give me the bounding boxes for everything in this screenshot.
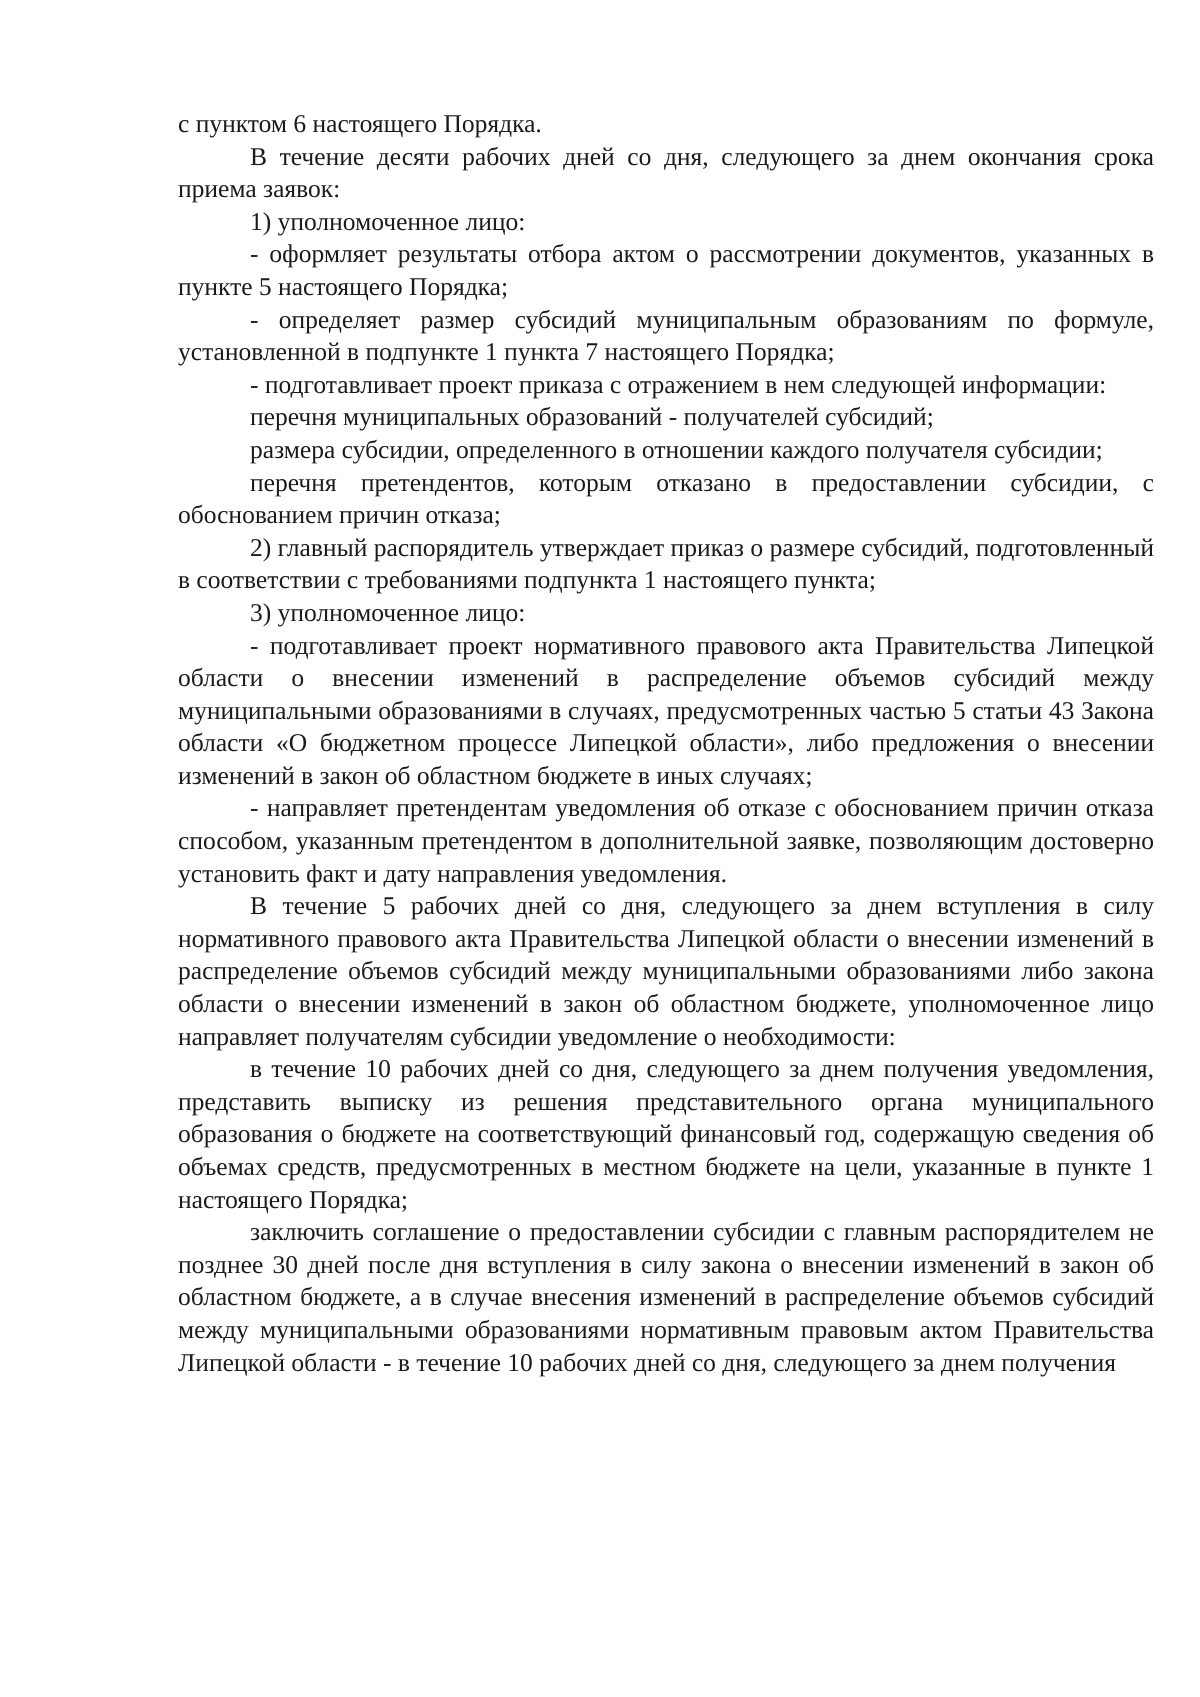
document-body	[178, 108, 1154, 1379]
paragraph-list-recipients: перечня муниципальных образований - получателей субсидий;	[250, 402, 934, 432]
paragraph-list-refused: перечня претендентов, которым отказано в предоставлении субсидии, с обоснованием причин отказа;	[178, 467, 1154, 530]
paragraph-item-1: 1) уполномоченное лицо:	[250, 206, 526, 236]
paragraph-five-days: В течение 5 рабочих дней со дня, следующего за днем вступления в силу нормативного правового акта Правительства Липецкой области о внесении изменений в распределение объемов субсидий между муниципальными образованиями либо закона области о внесении изменений в закон об областном бюджете, уполномоченное лицо направляет получателям субсидии уведомление о необходимости:	[178, 891, 1154, 1051]
paragraph-bullet-draft-act: - подготавливает проект нормативного правового акта Правительства Липецкой области о внесении изменений в распределение объемов субсидий между муниципальными образованиями в случаях, предусмотренных частью 5 статьи 43 Закона области «О бюджетном процессе Липецкой области», либо предложения о внесении изменений в закон об областном бюджете в иных случаях;	[178, 630, 1154, 790]
paragraph-continuation: с пунктом 6 настоящего Порядка.	[178, 109, 542, 138]
paragraph-deadline-intro: В течение десяти рабочих дней со дня, следующего за днем окончания срока приема заявок:	[178, 141, 1154, 204]
paragraph-item-3: 3) уполномоченное лицо:	[250, 597, 526, 627]
paragraph-item-2: 2) главный распорядитель утверждает приказ о размере субсидий, подготовленный в соответствии с требованиями подпункта 1 настоящего пункта;	[178, 532, 1154, 595]
paragraph-bullet-results: - оформляет результаты отбора актом о рассмотрении документов, указанных в пункте 5 настоящего Порядка;	[178, 239, 1154, 301]
paragraph-agreement: заключить соглашение о предоставлении субсидии с главным распорядителем не позднее 30 дней после дня вступления в силу закона о внесении изменений в закон об областном бюджете, а в случае внесения изменений в распределение объемов субсидий между муниципальными образованиями нормативным правовым актом Правительства Липецкой области - в течение 10 рабочих дней со дня, следующего за днем получения	[178, 1217, 1154, 1377]
paragraph-list-amount: размера субсидии, определенного в отношении каждого получателя субсидии;	[250, 434, 1103, 464]
paragraph-bullet-size: - определяет размер субсидий муниципальным образованиям по формуле, установленной в подпункте 1 пункта 7 настоящего Порядка;	[178, 304, 1154, 367]
paragraph-ten-days-extract: в течение 10 рабочих дней со дня, следующего за днем получения уведомления, представить выписку из решения представительного органа муниципального образования о бюджете на соответствующий финансовый год, содержащую сведения об объемах средств, предусмотренных в местном бюджете на цели, указанные в пункте 1 настоящего Порядка;	[178, 1054, 1154, 1214]
paragraph-bullet-draft-order: - подготавливает проект приказа с отражением в нем следующей информации:	[250, 369, 1107, 399]
paragraph-bullet-notify-refusal: - направляет претендентам уведомления об отказе с обоснованием причин отказа способом, указанным претендентом в дополнительной заявке, позволяющим достоверно установить факт и дату направления уведомления.	[178, 793, 1154, 888]
